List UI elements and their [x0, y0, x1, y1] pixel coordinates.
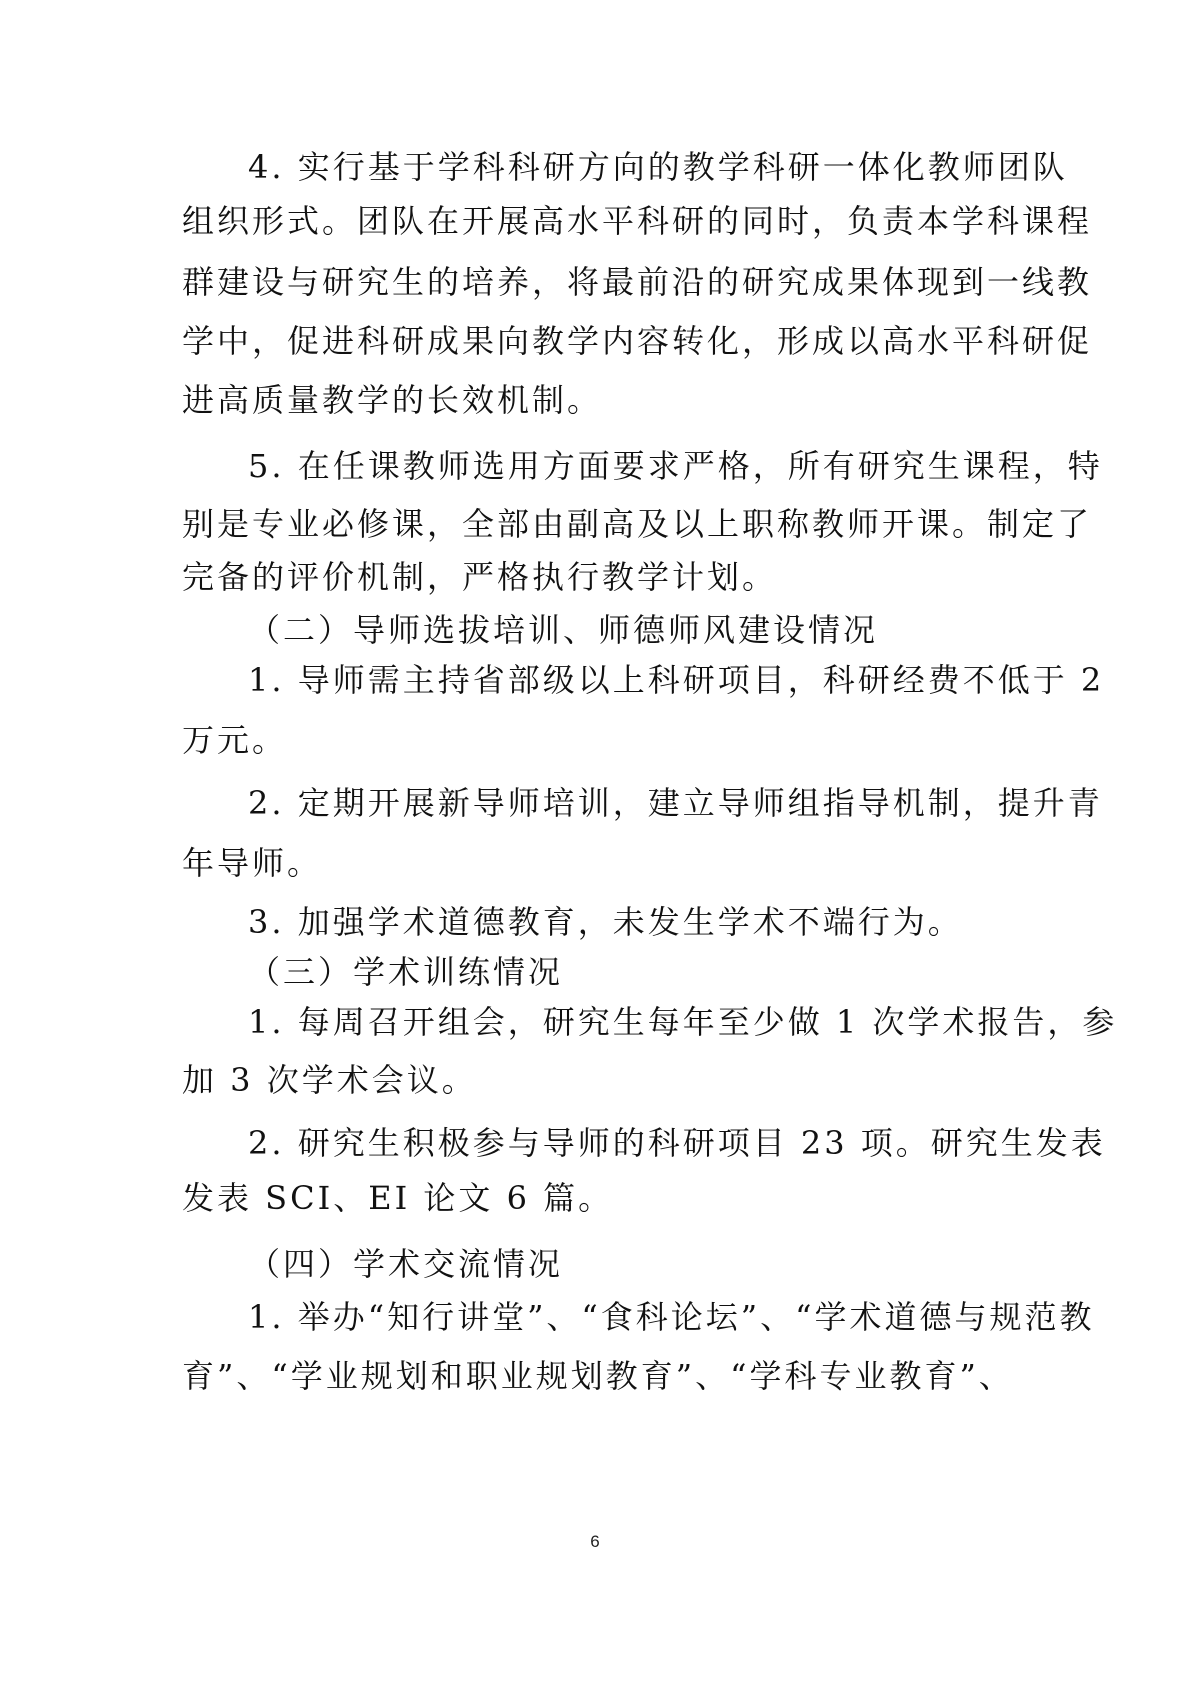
text-line: 发表 SCI、EI 论文 6 篇。 [182, 1179, 614, 1217]
text-line: 1. 导师需主持省部级以上科研项目，科研经费不低于 2 [248, 661, 1105, 699]
text-line: 2. 定期开展新导师培训，建立导师组指导机制，提升青 [248, 784, 1103, 822]
text-line: 2. 研究生积极参与导师的科研项目 23 项。研究生发表 [248, 1124, 1106, 1162]
text-line: 别是专业必修课，全部由副高及以上职称教师开课。制定了 [182, 505, 1093, 543]
text-line: 育”、“学业规划和职业规划教育”、“学科专业教育”、 [182, 1357, 1014, 1395]
text-line: 学中，促进科研成果向教学内容转化，形成以高水平科研促 [182, 322, 1093, 360]
text-line: 1. 举办“知行讲堂”、“食科论坛”、“学术道德与规范教 [248, 1298, 1095, 1336]
text-line: 组织形式。团队在开展高水平科研的同时，负责本学科课程 [182, 202, 1093, 240]
section-heading: （四）学术交流情况 [248, 1245, 564, 1283]
text-line: 万元。 [182, 721, 288, 759]
text-line: 加 3 次学术会议。 [182, 1061, 477, 1099]
text-line: 3. 加强学术道德教育，未发生学术不端行为。 [248, 903, 963, 941]
text-line: 群建设与研究生的培养，将最前沿的研究成果体现到一线教 [182, 263, 1093, 301]
section-heading: （二）导师选拔培训、师德师风建设情况 [248, 611, 879, 649]
text-line: 进高质量教学的长效机制。 [182, 381, 603, 419]
text-line: 完备的评价机制，严格执行教学计划。 [182, 558, 778, 596]
page-number: 6 [590, 1532, 600, 1551]
text-line: 5. 在任课教师选用方面要求严格，所有研究生课程，特 [248, 447, 1103, 485]
text-line: 年导师。 [182, 844, 323, 882]
section-heading: （三）学术训练情况 [248, 953, 564, 991]
text-line: 4. 实行基于学科科研方向的教学科研一体化教师团队 [248, 148, 1068, 186]
text-line: 1. 每周召开组会，研究生每年至少做 1 次学术报告，参 [248, 1003, 1118, 1041]
